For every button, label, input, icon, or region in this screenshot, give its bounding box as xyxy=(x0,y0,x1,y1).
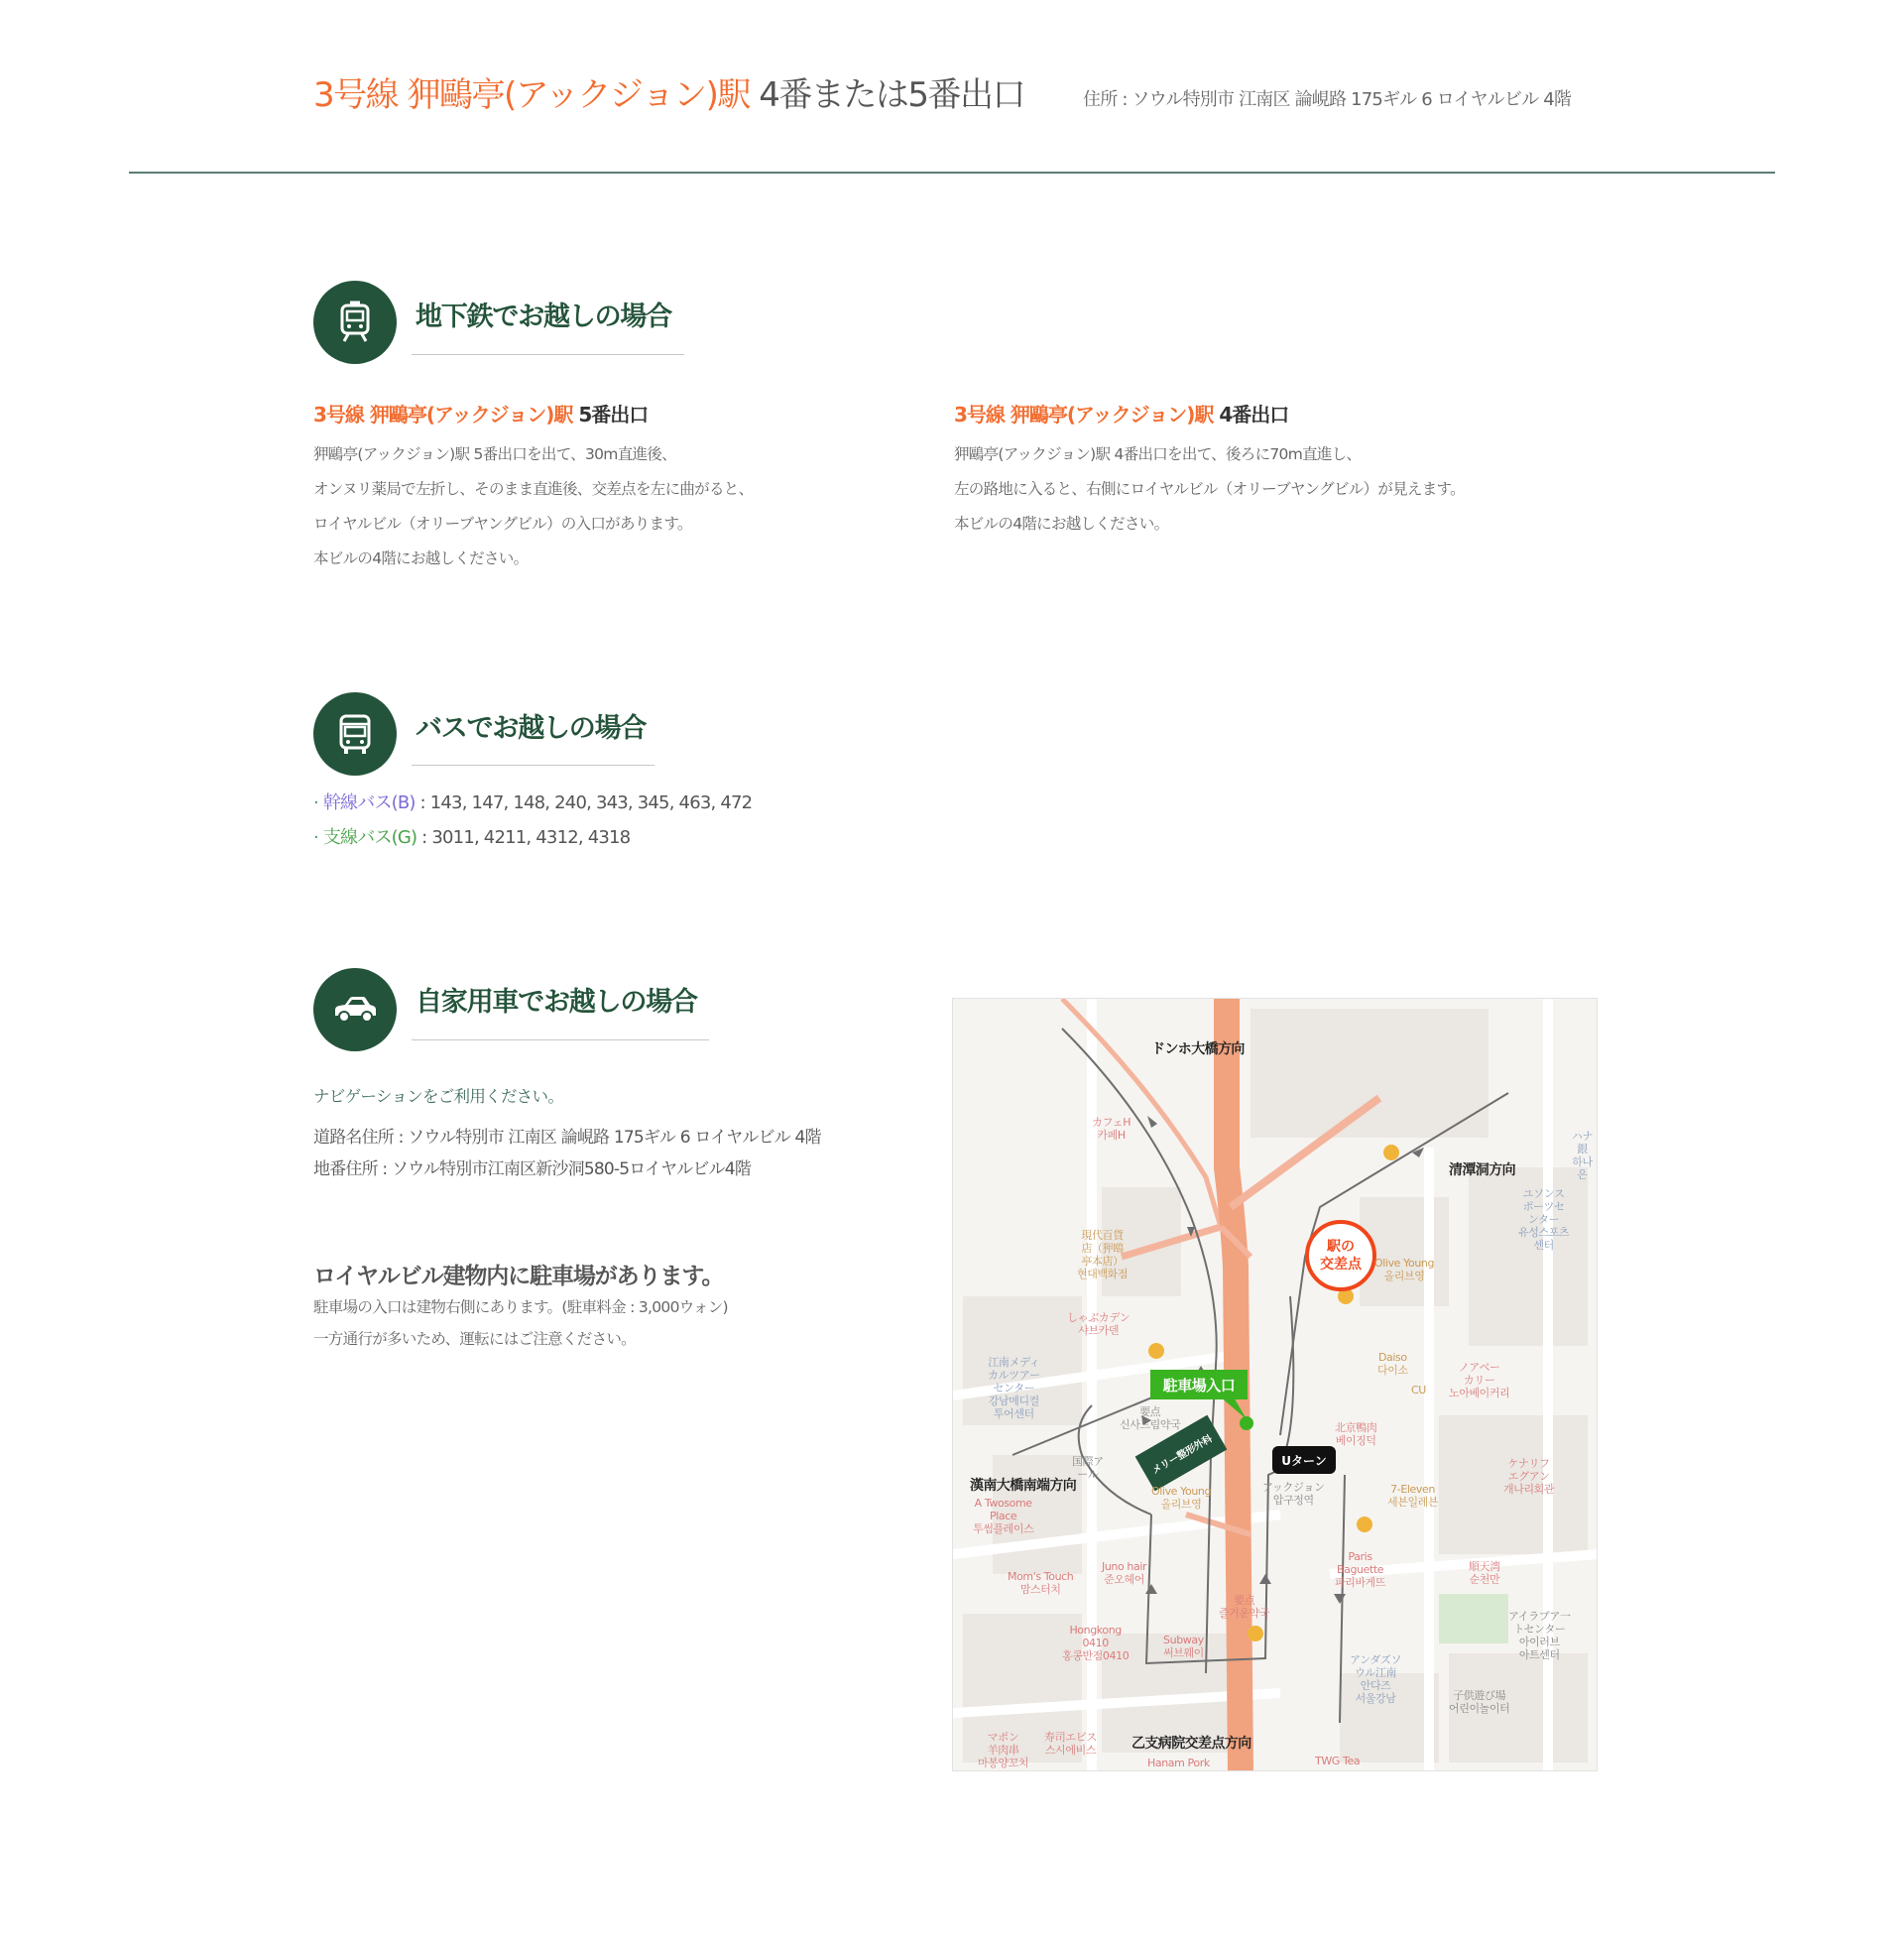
map-poi: 寿司エビス 스시에비스 xyxy=(1044,1731,1097,1757)
route-station: 3号線 狎鷗亭(アックジョン)駅 xyxy=(954,403,1214,426)
map-poi: しゃぶカデン 샤브카덴 xyxy=(1067,1311,1130,1337)
car-section-title: 自家用車でお越しの場合 xyxy=(416,987,697,1018)
location-map xyxy=(952,998,1598,1771)
bullet: · xyxy=(313,827,318,848)
direction-north-label: ドンホ大橋方向 xyxy=(1151,1041,1245,1057)
car-icon xyxy=(313,968,397,1051)
clinic-location-dot xyxy=(1240,1416,1253,1430)
map-poi: アイラブア一 トセンター 아이러브 아트센터 xyxy=(1508,1610,1571,1661)
map-poi: TWG Tea xyxy=(1315,1755,1361,1767)
route-line: 本ビルの4階にお越しください。 xyxy=(954,515,1169,533)
subway-route-exit5-title xyxy=(313,399,648,427)
map-poi: 順天湾 순천만 xyxy=(1469,1560,1500,1586)
header-divider xyxy=(129,172,1775,174)
map-poi: アンダズソ ウル江南 안다즈 서울강남 xyxy=(1350,1653,1402,1705)
map-park xyxy=(1439,1594,1508,1643)
route-line: ロイヤルビル（オリーブヤングビル）の入口があります。 xyxy=(313,515,692,533)
map-poi: Daiso 다이소 xyxy=(1377,1351,1408,1377)
map-poi: Hongkong 0410 홍콩반점0410 xyxy=(1062,1624,1130,1662)
bullet: · xyxy=(313,792,318,813)
map-poi: Paris Baguette 파리바게뜨 xyxy=(1335,1550,1386,1589)
map-poi: カフェH 카페H xyxy=(1092,1116,1131,1142)
trunk-bus-line xyxy=(313,789,752,814)
subway-title-underline xyxy=(412,354,684,355)
trunk-bus-label: 幹線バス(B) xyxy=(322,792,416,813)
map-poi: 要点 즐거운약국 xyxy=(1219,1594,1270,1620)
route-line: 狎鷗亭(アックジョン)駅 4番出口を出て、後ろに70m直進し、 xyxy=(954,445,1362,463)
page-title-exit: 4番または5番出口 xyxy=(749,75,1024,115)
map-poi: CU xyxy=(1411,1384,1426,1397)
map-poi: ハナ銀 하나은 xyxy=(1571,1130,1594,1181)
navigation-note: ナビゲーションをご利用ください。 xyxy=(313,1087,564,1106)
map-poi: 江南メディ カルツアー センター 강남메디컬 투어센터 xyxy=(988,1356,1040,1420)
route-line: 狎鷗亭(アックジョン)駅 5番出口を出て、30m直進後、 xyxy=(313,445,676,463)
direction-west-label: 漢南大橋南端方向 xyxy=(970,1478,1077,1494)
map-poi: Hanam Pork xyxy=(1147,1757,1210,1769)
parking-title: ロイヤルビル建物内に駐車場があります。 xyxy=(313,1264,724,1289)
branch-bus-line xyxy=(313,823,630,849)
direction-east-label: 清潭洞方向 xyxy=(1449,1162,1515,1178)
route-line: オンヌリ薬局で左折し、そのまま直進後、交差点を左に曲がると、 xyxy=(313,480,754,498)
route-line: 本ビルの4階にお越しください。 xyxy=(313,549,529,567)
route-exit: 5番出口 xyxy=(572,403,649,426)
map-poi: 現代百貨 店（狎鴎 亭本店） 현대백화점 xyxy=(1077,1229,1129,1280)
train-icon xyxy=(313,281,397,364)
map-poi: Subway 써브웨이 xyxy=(1163,1634,1204,1659)
car-title-underline xyxy=(412,1039,709,1040)
bus-icon xyxy=(313,692,397,776)
map-poi: ノアベー カリー 노아베이커리 xyxy=(1449,1361,1510,1399)
map-poi: ユソンス ポーツセ ンター 유성스포츠 센터 xyxy=(1518,1187,1570,1252)
subway-route-exit4-title xyxy=(954,399,1288,427)
map-poi: ケナリフ エグアン 개나리회관 xyxy=(1503,1457,1555,1496)
direction-south-label: 乙支病院交差点方向 xyxy=(1131,1736,1251,1752)
page-header xyxy=(313,67,1603,117)
header-address: 住所 : ソウル特別市 江南区 論峴路 175ギル 6 ロイヤルビル 4階 xyxy=(1083,89,1572,110)
clinic-sign: メリー整形外科 xyxy=(1135,1415,1228,1492)
map-poi: 国際ア ール xyxy=(1072,1455,1104,1481)
map-poi: 北京鴨肉 베이징덕 xyxy=(1335,1421,1377,1447)
trunk-bus-numbers: : 143, 147, 148, 240, 343, 345, 463, 472 xyxy=(415,792,753,813)
station-crossing-marker: 駅の 交差点 xyxy=(1305,1220,1376,1291)
map-poi: マポン 羊肉串 마봉양꼬치 xyxy=(978,1731,1029,1769)
map-poi: 子供遊び場 어린이놀이터 xyxy=(1449,1689,1510,1715)
uturn-label: Uターン xyxy=(1272,1446,1336,1474)
map-poi: 7-Eleven 세븐일레븐 xyxy=(1387,1483,1439,1509)
parking-desc-line: 一方通行が多いため、運転にはご注意ください。 xyxy=(313,1330,636,1348)
route-line: 左の路地に入ると、右側にロイヤルビル（オリーブヤングビル）が見えます。 xyxy=(954,480,1465,498)
route-exit: 4番出口 xyxy=(1213,403,1289,426)
station-label: アックジョン 압구정역 xyxy=(1262,1481,1325,1507)
page-title-station: 3号線 狎鷗亭(アックジョン)駅 xyxy=(313,75,750,115)
bus-title-underline xyxy=(412,765,654,766)
map-poi: Juno hair 준오헤어 xyxy=(1102,1560,1147,1586)
map-poi: A Twosome Place 투썸플레이스 xyxy=(973,1497,1034,1535)
map-poi: Mom's Touch 맘스터치 xyxy=(1008,1570,1074,1596)
route-station: 3号線 狎鷗亭(アックジョン)駅 xyxy=(313,403,573,426)
map-poi: Olive Young 올리브영 xyxy=(1151,1485,1212,1511)
parking-desc-line: 駐車場の入口は建物右側にあります。(駐車料金 : 3,000ウォン) xyxy=(313,1298,728,1316)
subway-section-title: 地下鉄でお越しの場合 xyxy=(416,302,671,332)
bus-section-title: バスでお越しの場合 xyxy=(416,713,647,744)
lot-address: 地番住所 : ソウル特別市江南区新沙洞580-5ロイヤルビル4階 xyxy=(313,1159,751,1179)
map-poi: 要点 신사드림약국 xyxy=(1120,1405,1181,1431)
branch-bus-label: 支線バス(G) xyxy=(322,827,417,848)
page-title xyxy=(313,67,1024,116)
map-poi: Olive Young 올리브영 xyxy=(1374,1257,1435,1282)
road-address: 道路名住所 : ソウル特別市 江南区 論峴路 175ギル 6 ロイヤルビル 4階 xyxy=(313,1128,821,1148)
parking-entrance-label: 駐車場入口 xyxy=(1150,1370,1248,1399)
branch-bus-numbers: : 3011, 4211, 4312, 4318 xyxy=(416,827,631,848)
